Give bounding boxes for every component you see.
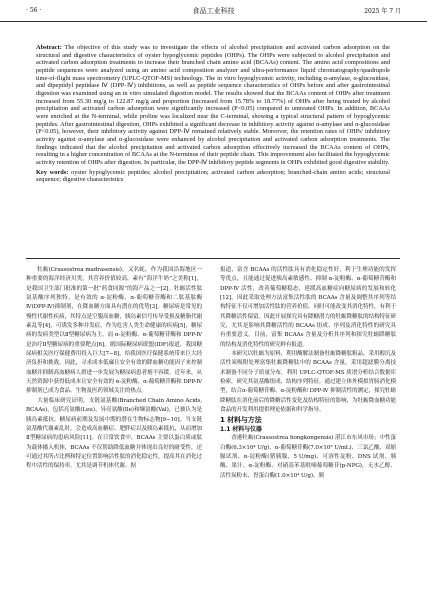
- abstract-label: Abstract:: [36, 44, 62, 51]
- intro-continued-paragraph: 报道，富含 BCAAs 的活性肽具有消化稳定性好，利于生理功能的发挥等优点，且能通过促进胰岛素敏感性、抑制 α-淀粉酶、α-葡萄糖苷酶和 DPP-Ⅳ 活性，改善葡萄糖稳态，延缓高血糖症向糖尿病的发展和转化[12]。因此采取处理方法富集活性肽的 BCAAs 含量及调整其序列等结构特征不仅可增加活性肽的营养价值，同时可能改变其消化特性，有利于其降糖活性保留。因此开展探究具有降糖潜力的牡蛎降糖肽的结构特征研究，尤其是影响其降糖活性的 BCAAs 组成、序列及消化特性的研究具有重要意义。目前，富集 BCAAs 含量及分析其序列和探究牡蛎降糖肽的结构及消化特性的研究鲜有报道。: [220, 267, 396, 348]
- issue-date: 2025 年 7 月: [364, 8, 401, 15]
- section-heading-materials-methods: 1 材料与方法: [220, 415, 262, 424]
- keywords-line: [36, 169, 390, 184]
- keywords-label: Key words:: [36, 168, 69, 176]
- abstract-body: [36, 44, 390, 167]
- page-header: [0, 0, 427, 22]
- right-column: [220, 266, 396, 481]
- intro-paragraph-3: 本研究以牡蛎为原料，利用酶解法制备牡蛎降糖肽粗品，采用醇沉及活性炭吸附处理富集牡蛎降糖肽中的 BCAAs 含量，采用超滤膜分离技术制备不同分子质量分布，利用 UPLC-QTOF-MS 质谱分析结合数据库检索，研究其氨基酸组成、结构序列特征。通过建立体外模拟胃肠消化模型，结合α-葡萄糖苷酶、α-淀粉酶和 DPP-Ⅳ 抑制活性的测定，探究牡蛎降糖肽在消化前后的降糖活性变化及结构特征的影响，为牡蛎降血糖功能食品的开发利用提供理论依据和科学指导。: [220, 351, 397, 414]
- abstract-block: [36, 44, 390, 184]
- section-divider: [26, 258, 400, 259]
- journal-name: 食品工业科技: [192, 6, 235, 15]
- materials-paragraph: 香港牡蛎(Crassostrea hongkongensis) 湛江市东风市场；中性蛋白酶(6.3×10⁴ U/g)、α-葡萄糖苷酶(7.0×10³ U/mL)、三氯乙酸、双缩脲试剂、α-淀粉酶(猪胰腺，5 U/mg)、可溶性淀粉、DNS 试剂、胰酶、果汁、α-淀粉酶、对硝基苯基吡喃葡萄糖苷(p-NPG)，无水乙醇、活性炭粉末、胃蛋白酶(1.0×10⁴ U/g)、胰: [220, 435, 396, 479]
- keywords-text: oyster hypoglycemic peptides; alcohol precipitation; activated carbon adsorption; branched-chain amino acids; structural sequence; digestive characteristics: [36, 168, 391, 184]
- page-number: · 56 ·: [26, 7, 42, 14]
- subsection-heading-materials-instruments: 1.1 材料与仪器: [220, 425, 262, 433]
- abstract-text: The objective of this study was to investigate the effects of alcohol precipitation and activated carbon adsorption on the structural and digestive characteristics of oyster hypoglycemic peptides (OHPs). The OHPs were subjected to alcohol precipitation and activated carbon adsorption treatments to increase their branched chain amino acid (BCAAs) content. The amino acid compositions and peptide sequences were analyzed using an amino acid composition analyzer and ultra-performance liquid chromatography/quadrupole time-of-flight mass spectrometry (UPLC-QTOF-MS) technology. The in vitro hypoglycemic activity, including α-amylase, α-glucosidase, and dipeptidyl peptidase Ⅳ (DPP-Ⅳ) inhibitions, as well as peptide sequence characteristics of OHPs before and after gastrointestinal digestion was examined using an in vitro simulated digestion model. The results showed that the BCAAs content of OHPs after treatment increased from 55.30 mg/g to 122.87 mg/g and proportion (increased from 15.78% to 18.77%) of OHPs after being treated by alcohol precipitation and activated carbon adsorption were significantly increased (P<0.05) compared to untreated OHPs. In addition, BCAAs were enriched at the N-terminal, while proline was localized near the C-terminal, showing a typical structural pattern of hypoglycemic peptides. After gastrointestinal digestion, OHPs exhibited a significant decrease in inhibitory activity against α-amylase and α-glucosidase (P<0.05), however, their inhibitory activity against DPP-Ⅳ remained relatively stable. Moreover, the retention rates of OHPs' inhibitory activity against α-amylase and α-glucosidase were enhanced by alcohol precipitation and activated carbon adsorption treatments. The findings indicated that the alcohol precipitation and activated carbon adsorption effectively increased the BCAAs content of OHPs, resulting in a higher concentration of BCAAs at the N-terminus of their peptide chain. This improvement also facilitated the hypoglycemic activity retention of OHPs after digestion. In particular, the DPP-Ⅳ inhibitory peptide segments in OHPs exhibited good digestive stability.: [36, 44, 390, 166]
- left-column: [26, 266, 202, 472]
- intro-paragraph-1: 牡蛎(Crassostrea madrasensis)，又名蚝，作为我国沿海地区一种重要的海洋经济贝类，其营养价值较高，素有“海洋牛奶”之美称[1]，是我国卫生部门批准的第一批“药食同源”的海产品之一[2]。牡蛎活性肽氨基酸序列独特，是有效的 α-淀粉酶、α-葡萄糖苷酶和二肽基肽酶Ⅳ(DPP-Ⅳ)抑制剂，在降血糖方面具有潜在的优势[3]。糖尿病是常见的慢性代谢性疾病，其特点是空腹高血糖，胰岛素信号传导受损及糖脂代谢紊乱等[4]，可诱发多种并发症。作为危害人类生命健康的疾病[5]，糖尿病的发病类型以Ⅱ型糖尿病为主，而 α-淀粉酶、α-葡萄糖苷酶和 DPP-Ⅳ 是治疗Ⅱ型糖尿病的重要靶点[6]。据国际糖尿病联盟(IDF)报道，我国糖尿病相关医疗保健费用投入巨大[7−8]，给我国医疗保健系统带来巨大经济负担和挑战。因此，寻求成本低廉且安全有效的降血糖功能因子来控制血糖并抑制高血糖病人群进一步发展为糖尿病患者刻不容缓。近年来，从天然资源中获得低成本且安全有效的 α-淀粉酶、α-葡萄糖苷酶和 DPP-Ⅳ 抑制剂已成为食品、生物及医药领域关注的热点。: [26, 267, 202, 395]
- intro-paragraph-2: 大量临床研究证明，支链氨基酸(Branched Chain Amino Acids, BCAAs)，包括亮氨酸(Leu)、异亮氨酸(Ile)和缬氨酸(Val)，已被认为是胰岛素抵抗、糖尿病前期及发展中期的潜在生物标志物[9−10]。当支链氨基酸代谢紊乱时，会造成高血糖症、肥胖症以及胰岛素抵抗，从而增加Ⅱ型糖尿病的患病风险[11]。在日常饮食中，BCAAs 主要以蛋白质或肽为载体摄入机体，BCAAs 不仅帮助降低血糖并体现出良好的耐受性，还可通过其所占比例和特定位置影响活性肽的消化稳定性，提高其在消化过程中活性的保持率，尤其是调节机体代谢。据: [26, 397, 202, 470]
